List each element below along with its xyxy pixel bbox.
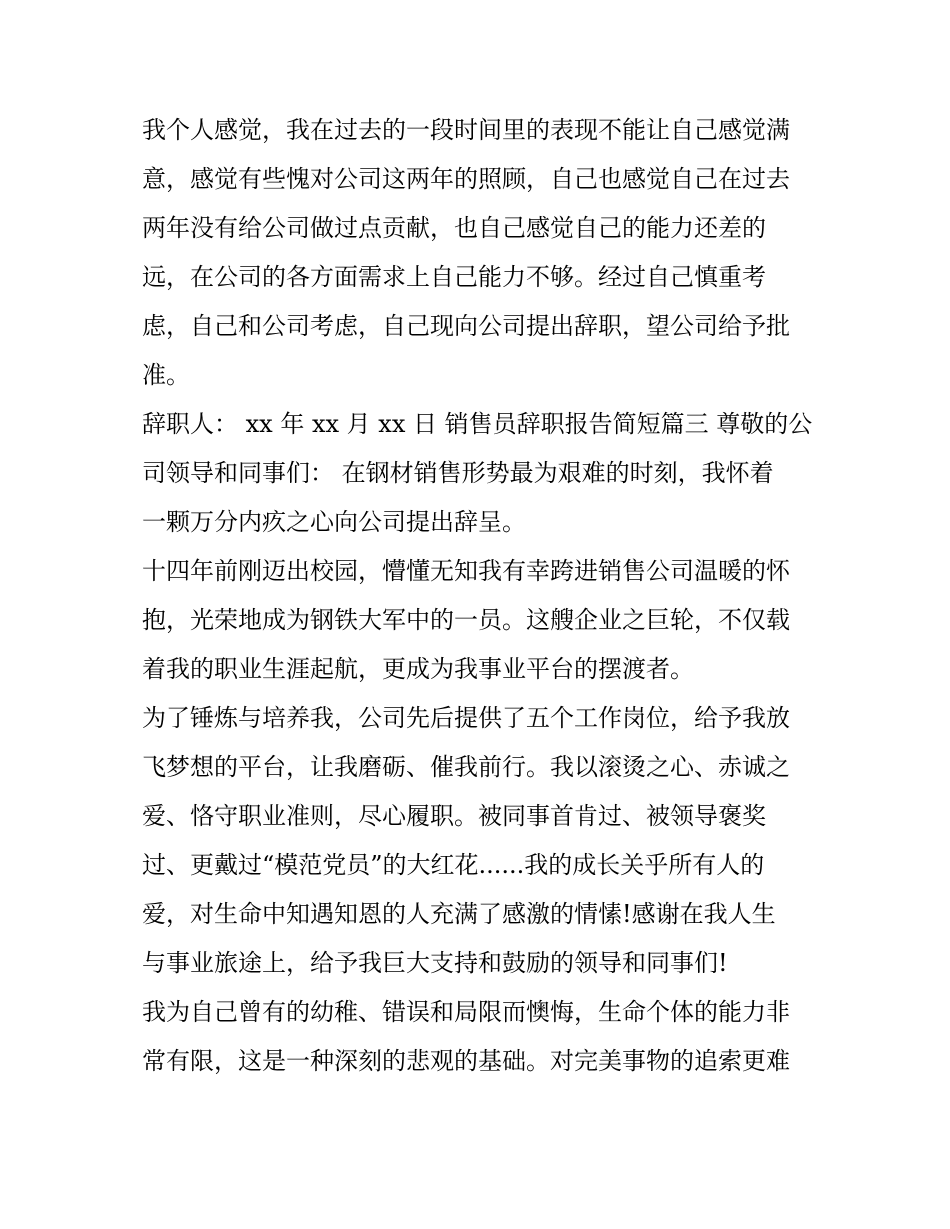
text-line: 虑，自己和公司考虑，自己现向公司提出辞职，望公司给予批 (142, 312, 790, 340)
text-line: 与事业旅途上，给予我巨大支持和鼓励的领导和同事们! (142, 949, 728, 977)
text-line: 两年没有给公司做过点贡献，也自己感觉自己的能力还差的 (142, 214, 766, 242)
text-line: 我为自己曾有的幼稚、错误和局限而懊悔，生命个体的能力非 (142, 998, 790, 1026)
text-line: 着我的职业生涯起航，更成为我事业平台的摆渡者。 (142, 655, 694, 683)
text-line: 我个人感觉，我在过去的一段时间里的表现不能让自己感觉满 (142, 116, 790, 144)
document-body (142, 110, 822, 1090)
text-line: 准。 (142, 361, 190, 389)
text-line: 司领导和同事们： 在钢材销售形势最为艰难的时刻，我怀着 (142, 459, 774, 487)
text-line: 飞梦想的平台，让我磨砺、催我前行。我以滚烫之心、赤诚之 (142, 753, 790, 781)
text-line: 过、更戴过“模范党员”的大红花......我的成长关乎所有人的 (142, 851, 765, 879)
text-line: 辞职人： xx 年 xx 月 xx 日 销售员辞职报告简短篇三 尊敬的公 (142, 410, 813, 438)
text-line: 爱、恪守职业准则，尽心履职。被同事首肯过、被领导褒奖 (142, 802, 766, 830)
text-line: 为了锤炼与培养我，公司先后提供了五个工作岗位，给予我放 (142, 704, 790, 732)
text-line: 一颗万分内疚之心向公司提出辞呈。 (142, 508, 526, 536)
text-line: 爱，对生命中知遇知恩的人充满了感激的情愫!感谢在我人生 (142, 900, 776, 928)
text-line: 远，在公司的各方面需求上自己能力不够。经过自己慎重考 (142, 263, 766, 291)
text-line: 抱，光荣地成为钢铁大军中的一员。这艘企业之巨轮，不仅载 (142, 606, 790, 634)
text-line: 十四年前刚迈出校园，懵懂无知我有幸跨进销售公司温暖的怀 (142, 557, 790, 585)
text-line: 意，感觉有些愧对公司这两年的照顾，自己也感觉自己在过去 (142, 165, 790, 193)
text-line: 常有限，这是一种深刻的悲观的基础。对完美事物的追索更难 (142, 1047, 790, 1075)
